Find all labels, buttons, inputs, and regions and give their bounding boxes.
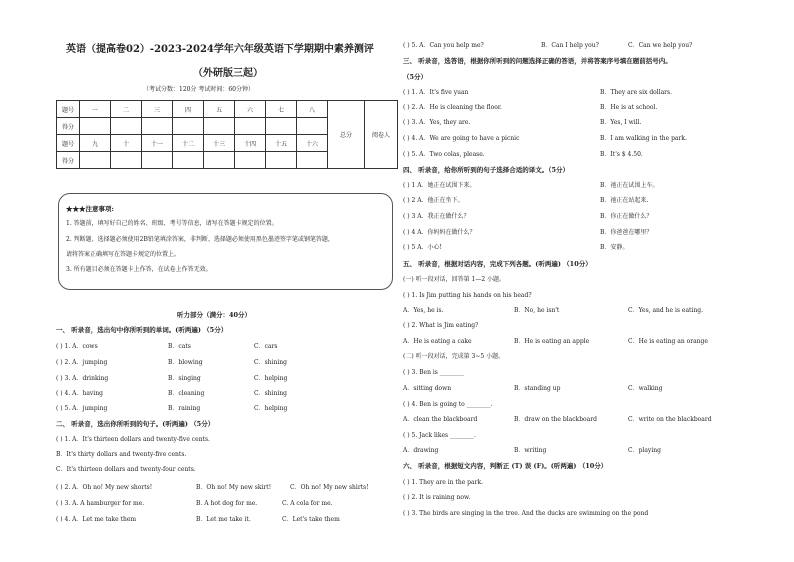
- option-b: B．He is eating an apple: [514, 338, 590, 345]
- question-row: ( ) 2. A．Oh no! My new shorts!: [56, 484, 153, 491]
- dialogue-intro: (二) 听一段对话，完成第 3~5 小题。: [403, 353, 505, 360]
- question-row: ( ) 3. A．drinking: [56, 375, 109, 382]
- option-c: C．Let's take them: [282, 516, 340, 523]
- score-blank: [297, 152, 328, 169]
- score-blank: [142, 152, 173, 169]
- score-table-cell: 四: [173, 101, 204, 118]
- question-row: ( ) 4. Ben is going to ________.: [403, 401, 493, 408]
- question-row: ( ) 3. A．Yes, they are.: [403, 119, 471, 126]
- score-blank: [111, 152, 142, 169]
- score-blank: [142, 118, 173, 135]
- question-row: ( ) 5. A．Can you help me?: [403, 42, 484, 49]
- question-row: ( ) 3 A．我正在做什么？: [403, 213, 470, 220]
- option-c: C．He is eating an orange: [628, 338, 708, 345]
- score-table-cell: 得分: [57, 118, 80, 135]
- option-b: B. A hot dog for me.: [196, 500, 258, 507]
- score-table-cell: 十四: [235, 135, 266, 152]
- option-c: C．Can we help you?: [628, 42, 693, 49]
- score-blank: [80, 118, 111, 135]
- section-6-title: 六、 听录音，根据短文内容，判断正 (T) 误 (F)。(听两遍) （10分）: [403, 462, 608, 470]
- score-blank: [266, 152, 297, 169]
- option-b: B．祂正在试围上车。: [600, 182, 659, 189]
- option-c: C．cars: [254, 343, 278, 350]
- question-row: ( ) 5 A．小心!: [403, 244, 442, 251]
- question-row: ( ) 3. A. A hamburger for me.: [56, 500, 145, 507]
- question-row: ( ) 1. A．It's five yuan: [403, 89, 469, 96]
- question-row: ( ) 3. The birds are singing in the tree. And the ducks are swimming on the pond: [403, 510, 649, 517]
- section-4-title: 四、 听录音，给你所听到的句子选择合适的译文。（5分）: [403, 166, 570, 174]
- option-c: C．It's thirteen dollars and twenty-four cents.: [56, 466, 196, 473]
- option-a: A．Yes, he is.: [403, 307, 444, 314]
- option-b: B．writing: [514, 447, 547, 454]
- score-table-cell: 题号: [57, 101, 80, 118]
- score-blank: [80, 152, 111, 169]
- score-table-cell: 一: [80, 101, 111, 118]
- section-2-title: 二、 听录音，选出你所听到的句子。(听两遍) （5分）: [56, 420, 215, 428]
- score-blank: [204, 152, 235, 169]
- option-a: A．sitting down: [403, 385, 452, 392]
- option-c: C．write on the blackboard: [628, 416, 712, 423]
- option-c: C．Oh no! My new shirts!: [290, 484, 369, 491]
- score-table-cell: 十二: [173, 135, 204, 152]
- section-5-title: 五、 听录音，根据对话内容，完成下列各题。(听两遍) （10分）: [403, 260, 592, 268]
- question-row: ( ) 5. Jack likes ________.: [403, 432, 476, 439]
- score-table: [56, 100, 398, 169]
- section-1-title: 一、 听录音，选出句中你所听到的单词。(听两遍) （5分）: [56, 326, 228, 334]
- question-row: ( ) 2. What is Jim eating?: [403, 322, 479, 329]
- question-row: ( ) 4 A．你妈妈在做什么？: [403, 229, 476, 236]
- option-c: C．helping: [254, 375, 288, 382]
- question-row: ( ) 4. A．having: [56, 390, 103, 397]
- score-table-cell: 十五: [266, 135, 297, 152]
- dialogue-intro: (一) 听一段对话，回答第 1—2 小题。: [403, 276, 506, 283]
- question-row: ( ) 3. Ben is ________: [403, 369, 464, 376]
- option-c: C．walking: [628, 385, 663, 392]
- score-blank: [173, 118, 204, 135]
- score-table-total: 总分: [328, 101, 365, 169]
- option-b: B．Yes, I will.: [600, 119, 642, 126]
- option-b: B．They are six dollars.: [600, 89, 673, 96]
- score-table-cell: 得分: [57, 152, 80, 169]
- question-row: ( ) 1. They are in the park.: [403, 479, 483, 486]
- score-blank: [204, 118, 235, 135]
- score-table-cell: 八: [297, 101, 328, 118]
- option-b: B．Oh no! My new skirt!: [196, 484, 272, 491]
- option-b: B．Let me take it.: [196, 516, 251, 523]
- option-c: C．shining: [254, 390, 287, 397]
- question-row: ( ) 5. A．Two colas, please.: [403, 151, 485, 158]
- score-table-cell: 七: [266, 101, 297, 118]
- question-row: ( ) 5. A．jumping: [56, 405, 108, 412]
- notice-item: 请将答案正确填写在答题卡规定的位置上。: [66, 251, 181, 258]
- option-c: C. A cola for me.: [282, 500, 333, 507]
- question-row: ( ) 1. A．cows: [56, 343, 98, 350]
- option-b: B．He is at school.: [600, 104, 658, 111]
- option-a: A．He is eating a cake: [403, 338, 472, 345]
- score-table-cell: 题号: [57, 135, 80, 152]
- score-table-cell: 十三: [204, 135, 235, 152]
- option-b: B．No, he isn't: [514, 307, 560, 314]
- option-a: A．clean the blackboard: [403, 416, 478, 423]
- section-3-title: 三、 听录音，选答语，根据你所听到的问题选择正确的答语，并将答案序号填在题前括号内。: [403, 57, 672, 65]
- score-table-cell: 六: [235, 101, 266, 118]
- score-blank: [173, 152, 204, 169]
- score-table-cell: 五: [204, 101, 235, 118]
- option-b: B．singing: [168, 375, 201, 382]
- option-b: B．draw on the blackboard: [514, 416, 597, 423]
- question-row: ( ) 2 A．他正在坐下。: [403, 197, 464, 204]
- option-c: C．playing: [628, 447, 661, 454]
- question-row: ( ) 1. A．It's thirteen dollars and twenty-five cents.: [56, 436, 210, 443]
- notice-item: 1. 答题前，填写好自己的姓名、班级、考号等信息，请写在答题卡规定的位置。: [66, 220, 278, 227]
- score-table-cell: 三: [142, 101, 173, 118]
- option-b: B．你爸爸在哪里？: [600, 229, 653, 236]
- score-blank: [235, 118, 266, 135]
- score-table-grader: 阅卷人: [365, 101, 398, 169]
- score-blank: [235, 152, 266, 169]
- option-b: B．blowing: [168, 359, 203, 366]
- exam-subtitle: （外研版三起）: [193, 68, 263, 79]
- score-table-cell: 十六: [297, 135, 328, 152]
- option-b: B．祂正在站起来.: [600, 197, 649, 204]
- option-b: B．你正在做什么？: [600, 213, 653, 220]
- exam-info: （考试分数：120分 考试时间：60分钟）: [143, 86, 254, 93]
- question-row: ( ) 4. A．We are going to have a picnic: [403, 135, 520, 142]
- option-b: B．It's $ 4.50.: [600, 151, 643, 158]
- option-b: B．I am walking in the park.: [600, 135, 687, 142]
- option-c: C．Yes, and he is eating.: [628, 307, 703, 314]
- option-c: C．helping: [254, 405, 288, 412]
- question-row: ( ) 1 A．她正在试围下来。: [403, 182, 476, 189]
- listening-part-title: 听力部分（满分：40分）: [177, 311, 252, 319]
- question-row: ( ) 1. Is Jim putting his hands on his head?: [403, 292, 532, 299]
- notice-item: 2. 判断题、选择题必须使用2B铅笔填涂答案，非判断、选择题必须使用黑色墨迹签字笔或钢笔答题，: [66, 236, 334, 243]
- question-row: ( ) 4. A．Let me take them: [56, 516, 137, 523]
- score-blank: [266, 118, 297, 135]
- option-b: B．cleaning: [168, 390, 205, 397]
- option-b: B．安静。: [600, 244, 629, 251]
- score-blank: [111, 118, 142, 135]
- score-table-cell: 十一: [142, 135, 173, 152]
- question-row: ( ) 2. A．jumping: [56, 359, 108, 366]
- section-3-score: （5分）: [403, 73, 428, 81]
- option-b: B．standing up: [514, 385, 561, 392]
- score-blank: [297, 118, 328, 135]
- option-b: B．cats: [168, 343, 191, 350]
- option-b: B．raining: [168, 405, 201, 412]
- notice-item: 3. 所有题目必须在答题卡上作答，在试卷上作答无效。: [66, 266, 212, 273]
- score-table-cell: 二: [111, 101, 142, 118]
- question-row: ( ) 2. A．He is cleaning the floor.: [403, 104, 502, 111]
- option-a: A．drawing: [403, 447, 439, 454]
- score-table-cell: 九: [80, 135, 111, 152]
- exam-title: 英语（提高卷02）-2023-2024学年六年级英语下学期期中素养测评: [66, 44, 374, 55]
- option-b: B．It's thirty dollars and twenty-five cents.: [56, 451, 187, 458]
- option-b: B．Can I help you?: [541, 42, 599, 49]
- notice-heading: ★★★注意事项:: [66, 205, 114, 213]
- option-c: C．shining: [254, 359, 287, 366]
- question-row: ( ) 2. It is raining now.: [403, 494, 471, 501]
- score-table-cell: 十: [111, 135, 142, 152]
